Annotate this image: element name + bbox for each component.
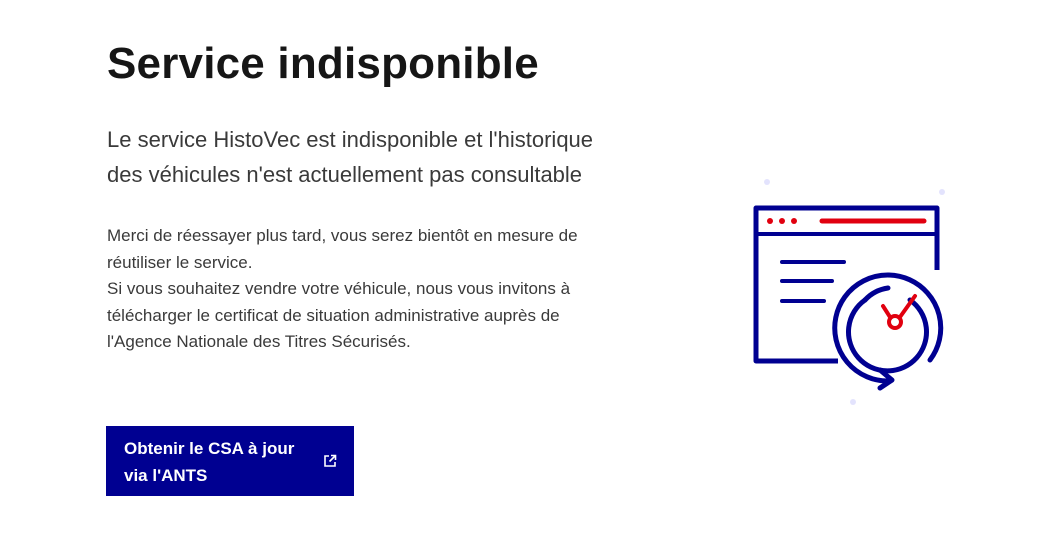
get-csa-button[interactable]: [106, 426, 354, 496]
get-csa-button-label: Obtenir le CSA à jour via l'ANTS: [124, 439, 295, 485]
technical-error-illustration: [740, 170, 970, 410]
decor-dot: [939, 189, 945, 195]
page-title: Service indisponible: [107, 39, 539, 88]
decor-dot: [850, 399, 856, 405]
body-line-retry: Merci de réessayer plus tard, vous serez bientôt en mesure de réutiliser le service.: [107, 226, 578, 272]
lead-text: Le service HistoVec est indisponible et l'historique des véhicules n'est actuellement pas consultable: [107, 127, 594, 187]
body-text: [107, 223, 627, 356]
decor-dot: [764, 179, 770, 185]
main-content: [107, 34, 637, 356]
body-line-csa: Si vous souhaitez vendre votre véhicule, nous vous invitons à télécharger le certificat de situation administrative auprès de l'Agence Nationale des Titres Sécurisés.: [107, 279, 571, 351]
external-link-icon: [323, 454, 337, 468]
